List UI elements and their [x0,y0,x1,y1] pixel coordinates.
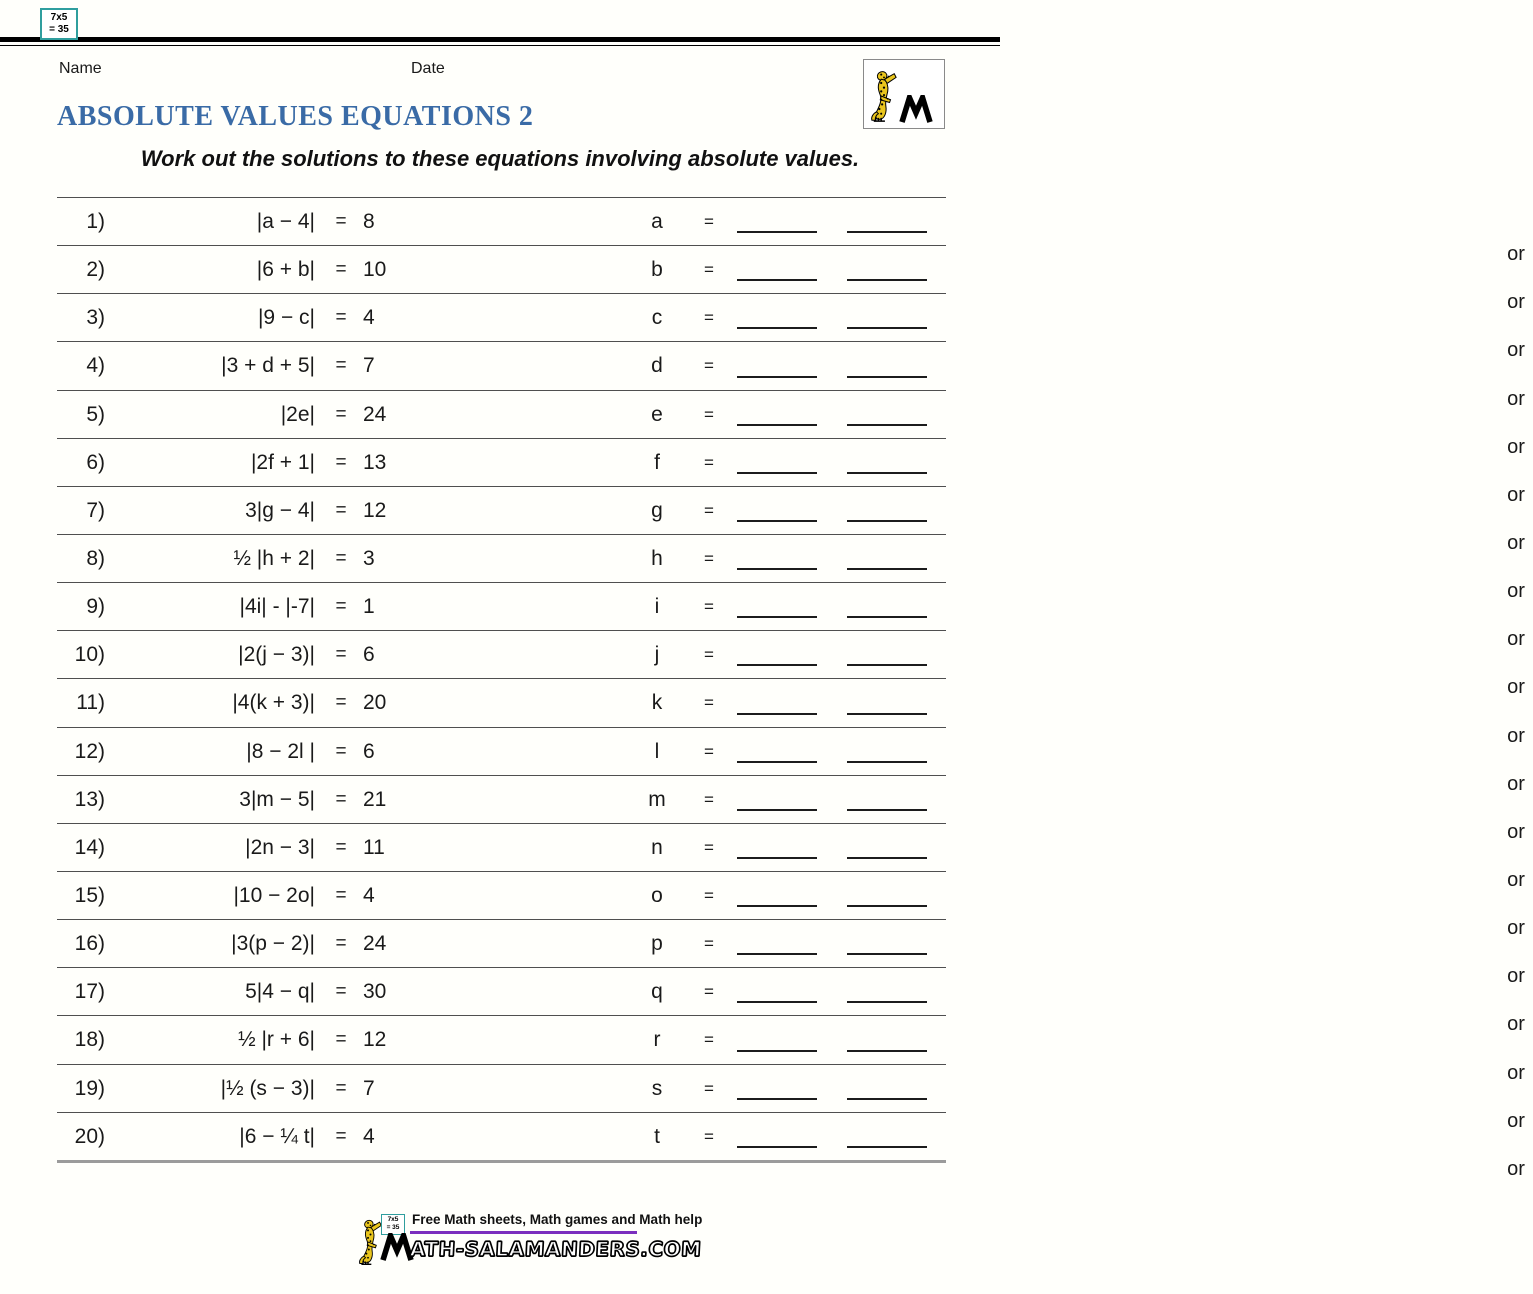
answer-blank-2[interactable] [847,520,927,522]
problem-row [57,390,1525,458]
problem-number: 18) [74,1028,105,1052]
top-border-thick [0,37,1000,42]
equation-value: 3 [363,546,375,570]
equals-sign: = [704,885,714,905]
answer-blank-2[interactable] [847,472,927,474]
answer-variable: n [651,835,663,859]
problem-number: 12) [74,739,105,763]
problem-number: 14) [74,835,105,859]
problem-number: 4) [86,354,105,378]
or-label: or [1507,772,1525,795]
equation-value: 6 [363,739,375,763]
problem-number: 16) [74,932,105,956]
whiteboard-icon [381,1214,405,1235]
or-label: or [1507,435,1525,458]
answer-blank-2[interactable] [847,713,927,715]
answer-variable: s [651,1076,663,1100]
equation-value: 6 [363,643,375,667]
problem-row [57,438,1525,506]
equation-value: 4 [363,306,375,330]
board-line1: 7x5 [387,1216,399,1223]
answer-variable: t [654,1124,660,1148]
equation-value: 8 [363,210,375,233]
footer-divider [410,1231,637,1234]
answer-blank-1[interactable] [737,953,1525,988]
equation-expression: |½ (s − 3)| [220,1076,315,1100]
or-label: or [1507,965,1525,988]
answer-blank-1[interactable] [737,1001,1525,1036]
equals-sign: = [335,884,347,906]
equation-value: 13 [363,450,387,474]
problem-row [57,293,1525,362]
problem-row [57,775,1525,843]
answer-blank-1[interactable] [737,616,1525,651]
equals-sign: = [704,789,714,809]
equals-sign: = [335,355,347,377]
answer-variable: p [651,932,663,956]
or-label: or [1507,820,1525,843]
answer-blank-1[interactable] [737,809,1525,843]
answer-blank-1[interactable] [737,520,1525,554]
or-label: or [1507,339,1525,362]
equals-sign: = [335,933,347,955]
or-label: or [1507,1013,1525,1036]
equals-sign: = [704,934,714,954]
equals-sign: = [704,404,714,424]
or-label: or [1507,531,1525,554]
or-label: or [1507,724,1525,747]
equation-expression: |8 − 2l | [246,739,315,763]
equals-sign: = [704,1126,714,1146]
or-label: or [1507,1109,1525,1132]
equation-expression: |4i| - |-7| [239,595,315,619]
equation-expression: |6 − ¼ t| [239,1124,315,1148]
equals-sign: = [704,1030,714,1050]
answer-blank-2[interactable] [847,279,927,281]
answer-blank-2[interactable] [847,809,927,811]
equation-expression: |4(k + 3)| [232,691,315,715]
or-label: or [1507,291,1525,314]
equals-sign: = [335,596,347,618]
top-border-thin [0,45,1000,46]
equals-sign: = [335,307,347,329]
equation-value: 11 [363,835,385,859]
date-label: Date [411,60,445,77]
equation-value: 30 [363,980,387,1004]
equation-value: 24 [363,402,387,426]
equals-sign: = [335,788,347,810]
answer-variable: g [651,498,663,522]
equals-sign: = [335,1029,347,1051]
answer-blank-1[interactable] [737,1146,1525,1180]
m-logo-icon [893,95,939,123]
equals-sign: = [335,836,347,858]
problem-number: 9) [86,595,105,619]
answer-variable: q [651,980,663,1004]
equation-expression: |2(j − 3)| [238,643,315,667]
problem-row [57,678,1525,747]
equals-sign: = [704,597,714,617]
answer-variable: r [653,1028,661,1052]
equation-value: 12 [363,498,387,522]
equals-sign: = [335,547,347,569]
equals-sign: = [704,837,714,857]
board-line1: 7x5 [50,12,68,23]
site-name: ATH-SALAMANDERS.COM [409,1237,703,1261]
or-label: or [1507,1157,1525,1180]
equation-value: 4 [363,1124,375,1148]
answer-variable: i [654,595,660,619]
answer-blank-1[interactable] [737,568,1525,603]
answer-blank-1[interactable] [737,279,1525,314]
problem-row [57,967,1525,1036]
equals-sign: = [335,259,347,281]
or-label: or [1507,580,1525,603]
problem-row [57,486,1525,554]
problem-row [57,582,1525,651]
or-label: or [1507,387,1525,410]
or-label: or [1507,483,1525,506]
answer-blank-2[interactable] [847,231,927,233]
problem-number: 10) [74,643,105,667]
footer-tagline: Free Math sheets, Math games and Math help [412,1212,703,1227]
equation-expression: |3 + d + 5| [221,354,315,378]
problem-number: 6) [86,450,105,474]
answer-variable: b [651,258,663,282]
equals-sign: = [704,982,714,1002]
problem-row [57,727,1525,795]
equation-value: 12 [363,1028,387,1052]
answer-blank-1[interactable] [737,231,1525,266]
problem-row [57,823,1525,891]
problem-number: 20) [74,1124,105,1148]
answer-blank-2[interactable] [847,905,927,907]
problem-row [57,630,1525,699]
equals-sign: = [704,212,714,231]
answer-blank-2[interactable] [847,953,927,955]
equals-sign: = [335,644,347,666]
answer-blank-2[interactable] [847,1146,927,1148]
equals-sign: = [704,741,714,761]
answer-variable: f [654,450,660,474]
answer-blank-1[interactable] [737,472,1525,506]
problem-row [57,1015,1525,1084]
answer-blank-2[interactable] [847,568,927,570]
equals-sign: = [704,452,714,472]
problem-row [57,1064,1525,1132]
answer-variable: d [651,354,663,378]
equals-sign: = [704,308,714,328]
equals-sign: = [335,692,347,714]
equation-value: 10 [363,258,387,282]
equation-expression: |10 − 2o| [233,883,315,907]
or-label: or [1507,628,1525,651]
problem-number: 19) [74,1076,105,1100]
answer-blank-2[interactable] [847,1001,927,1003]
equation-expression: ½ |r + 6| [238,1028,315,1052]
answer-blank-1[interactable] [737,424,1525,458]
equation-expression: 5|4 − q| [245,980,315,1004]
equation-expression: |2e| [280,402,315,426]
answer-blank-1[interactable] [737,713,1525,747]
equation-value: 20 [363,691,387,715]
equals-sign: = [704,548,714,568]
answer-blank-2[interactable] [847,1050,927,1052]
equation-expression: |3(p − 2)| [231,932,315,956]
equals-sign: = [335,1125,347,1147]
answer-variable: c [651,306,663,330]
answer-variable: h [651,546,663,570]
equation-expression: ½ |h + 2| [233,546,315,570]
answer-blank-1[interactable] [737,905,1525,940]
answer-blank-1[interactable] [737,1050,1525,1084]
equals-sign: = [335,1077,347,1099]
problem-number: 11) [76,691,105,715]
or-label: or [1507,243,1525,266]
equation-value: 24 [363,932,387,956]
problem-number: 8) [86,546,105,570]
instruction-text: Work out the solutions to these equations involving absolute values. [140,146,860,171]
equation-expression: |a − 4| [256,210,315,233]
answer-blank-1[interactable] [737,761,1525,795]
problem-number: 2) [86,258,105,282]
equals-sign: = [704,260,714,280]
equation-expression: |6 + b| [256,258,315,282]
or-label: or [1507,1061,1525,1084]
equals-sign: = [704,500,714,520]
problem-row [57,197,1525,266]
equation-expression: 3|m − 5| [239,787,315,811]
or-label: or [1507,676,1525,699]
answer-blank-2[interactable] [847,616,927,618]
equals-sign: = [335,403,347,425]
answer-blank-2[interactable] [847,424,927,426]
problem-row [57,245,1525,314]
whiteboard-icon [40,8,78,40]
answer-blank-1[interactable] [737,857,1525,891]
or-label: or [1507,868,1525,891]
or-label: or [1507,917,1525,940]
answer-variable: m [648,787,666,811]
equals-sign: = [335,451,347,473]
equation-value: 1 [363,595,375,619]
problem-number: 15) [74,883,105,907]
equals-sign: = [704,356,714,376]
equation-expression: 3|g − 4| [245,498,315,522]
equals-sign: = [704,1078,714,1098]
page-title: ABSOLUTE VALUES EQUATIONS 2 [57,101,534,132]
equals-sign: = [335,740,347,762]
problems-table [57,197,1525,1180]
answer-blank-2[interactable] [847,761,927,763]
name-label: Name [59,60,102,77]
problem-row [57,341,1525,410]
problem-row [57,534,1525,603]
answer-blank-2[interactable] [847,857,927,859]
equals-sign: = [335,211,347,232]
answer-blank-1[interactable] [737,327,1525,362]
equals-sign: = [335,499,347,521]
answer-variable: l [654,739,660,763]
answer-variable: e [651,402,663,426]
equation-expression: |2n − 3| [245,835,315,859]
problem-row [57,1112,1525,1180]
answer-blank-2[interactable] [847,1098,927,1100]
problem-number: 1) [86,210,105,233]
problem-row [57,871,1525,940]
answer-variable: k [651,691,663,715]
answer-variable: o [651,883,663,907]
problem-number: 13) [74,787,105,811]
problem-number: 3) [86,306,105,330]
answer-blank-2[interactable] [847,327,927,329]
answer-blank-1[interactable] [737,376,1525,410]
answer-variable: j [654,643,660,667]
problem-row [57,919,1525,988]
board-line2: = 35 [386,1223,400,1231]
equation-value: 4 [363,883,375,907]
equals-sign: = [335,981,347,1003]
board-line2: = 35 [49,23,69,35]
problem-number: 17) [74,980,105,1004]
equation-value: 7 [363,1076,375,1100]
problem-number: 7) [86,498,105,522]
equation-expression: |2f + 1| [250,450,315,474]
equation-value: 7 [363,354,375,378]
equation-expression: |9 − c| [257,306,315,330]
answer-blank-1[interactable] [737,664,1525,699]
answer-blank-2[interactable] [847,376,927,378]
answer-blank-1[interactable] [737,1098,1525,1132]
answer-variable: a [651,210,663,233]
answer-blank-2[interactable] [847,664,927,666]
equation-value: 21 [363,787,387,811]
equals-sign: = [704,693,714,713]
equals-sign: = [704,645,714,665]
problem-number: 5) [86,402,105,426]
